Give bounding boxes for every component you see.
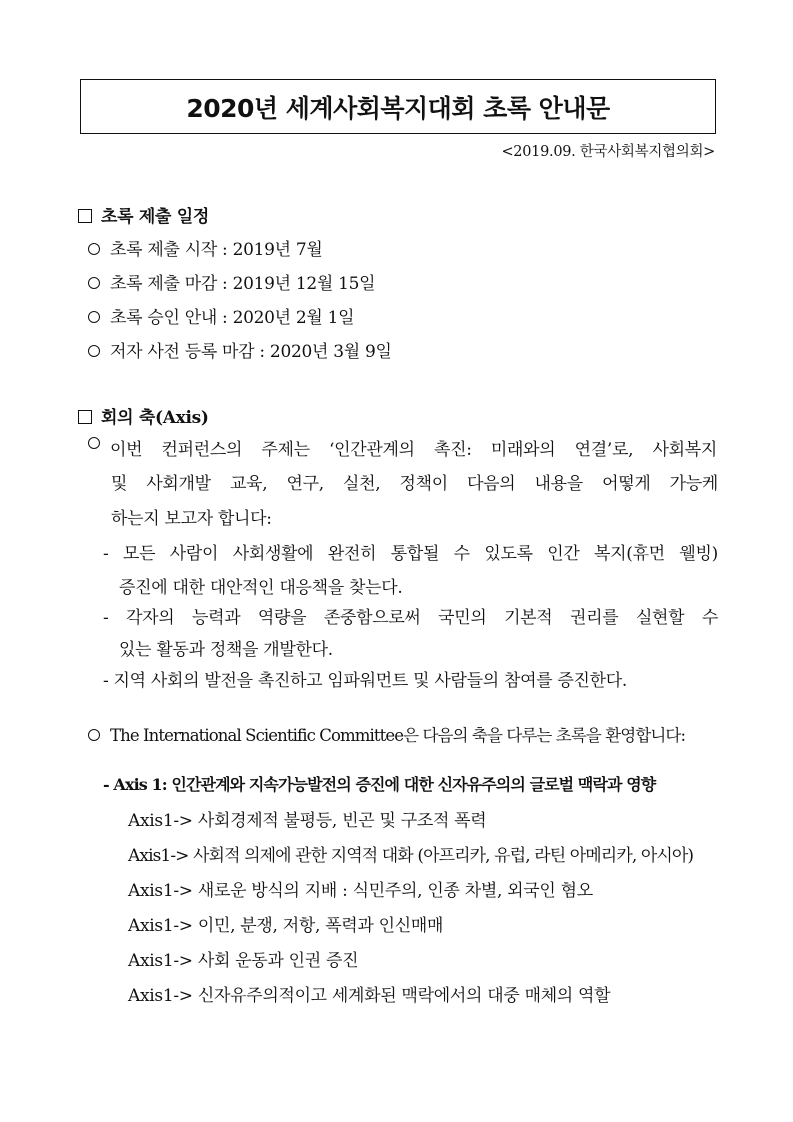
list-item xyxy=(88,303,354,328)
checkbox-square-icon xyxy=(78,410,92,424)
axis1-sub-item: Axis1-> 사회경제적 불평등, 빈곤 및 구조적 폭력 xyxy=(128,811,487,831)
schedule-heading xyxy=(78,202,209,227)
list-item xyxy=(88,337,392,362)
goal-text: - 각자의 능력과 역량을 존중함으로써 국민의 기본적 권리를 실현할 수 xyxy=(103,608,718,628)
intro-text: 하는지 보고자 합니다: xyxy=(111,509,272,529)
axis1-sub-item: Axis1-> 이민, 분쟁, 저항, 폭력과 인신매매 xyxy=(128,916,444,936)
schedule-item-text: 초록 제출 시작 : 2019년 7월 xyxy=(110,240,323,260)
axis1-sub-item: Axis1-> 신자유주의적이고 세계화된 맥락에서의 대중 매체의 역할 xyxy=(128,986,611,1006)
intro-line xyxy=(88,435,718,460)
schedule-item-text: 초록 제출 마감 : 2019년 12월 15일 xyxy=(110,274,376,294)
checkbox-square-icon xyxy=(78,209,92,223)
circle-bullet-icon xyxy=(88,729,100,741)
schedule-item-text: 저자 사전 등록 마감 : 2020년 3월 9일 xyxy=(110,342,392,362)
goal-text: - 지역 사회의 발전을 촉진하고 임파워먼트 및 사람들의 참여를 증진한다. xyxy=(103,671,628,691)
axis1-sub-item: Axis1-> 사회 운동과 인권 증진 xyxy=(128,951,359,971)
goal-text: 있는 활동과 정책을 개발한다. xyxy=(119,640,333,660)
goal-text: - 모든 사람이 사회생활에 완전히 통합될 수 있도록 인간 복지(휴먼 웰빙) xyxy=(103,544,718,564)
circle-bullet-icon xyxy=(88,277,100,289)
schedule-heading-text: 초록 제출 일정 xyxy=(101,207,209,227)
circle-bullet-icon xyxy=(88,437,100,449)
intro-text: 이번 컨퍼런스의 주제는 ‘인간관계의 촉진: 미래와의 연결’로, 사회복지 xyxy=(110,440,717,460)
axis-heading xyxy=(78,403,209,428)
page-title: 2020년 세계사회복지대회 초록 안내문 xyxy=(186,93,610,123)
axis-heading-text: 회의 축(Axis) xyxy=(101,408,209,428)
committee-text: The International Scientific Committee은 다음의 축을 다루는 초록을 환영합니다: xyxy=(110,726,686,745)
byline: <2019.09. 한국사회복지협의회> xyxy=(501,144,715,160)
goal-text: 증진에 대한 대안적인 대응책을 찾는다. xyxy=(119,578,403,598)
axis1-sub-item: Axis1-> 새로운 방식의 지배 : 식민주의, 인종 차별, 외국인 혐오 xyxy=(128,881,593,901)
axis1-sub-item: Axis1-> 사회적 의제에 관한 지역적 대화 (아프리카, 유럽, 라틴 아메리카, 아시아) xyxy=(128,846,694,866)
intro-text: 및 사회개발 교육, 연구, 실천, 정책이 다음의 내용을 어떻게 가능케 xyxy=(111,474,718,494)
circle-bullet-icon xyxy=(88,243,100,255)
circle-bullet-icon xyxy=(88,311,100,323)
schedule-item-text: 초록 승인 안내 : 2020년 2월 1일 xyxy=(110,308,355,328)
axis1-heading: - Axis 1: 인간관계와 지속가능발전의 증진에 대한 신자유주의의 글로벌 맥락과 영향 xyxy=(103,775,656,794)
committee-line xyxy=(88,722,685,746)
circle-bullet-icon xyxy=(88,345,100,357)
list-item xyxy=(88,269,375,294)
list-item xyxy=(88,235,323,260)
title-box xyxy=(80,79,716,134)
